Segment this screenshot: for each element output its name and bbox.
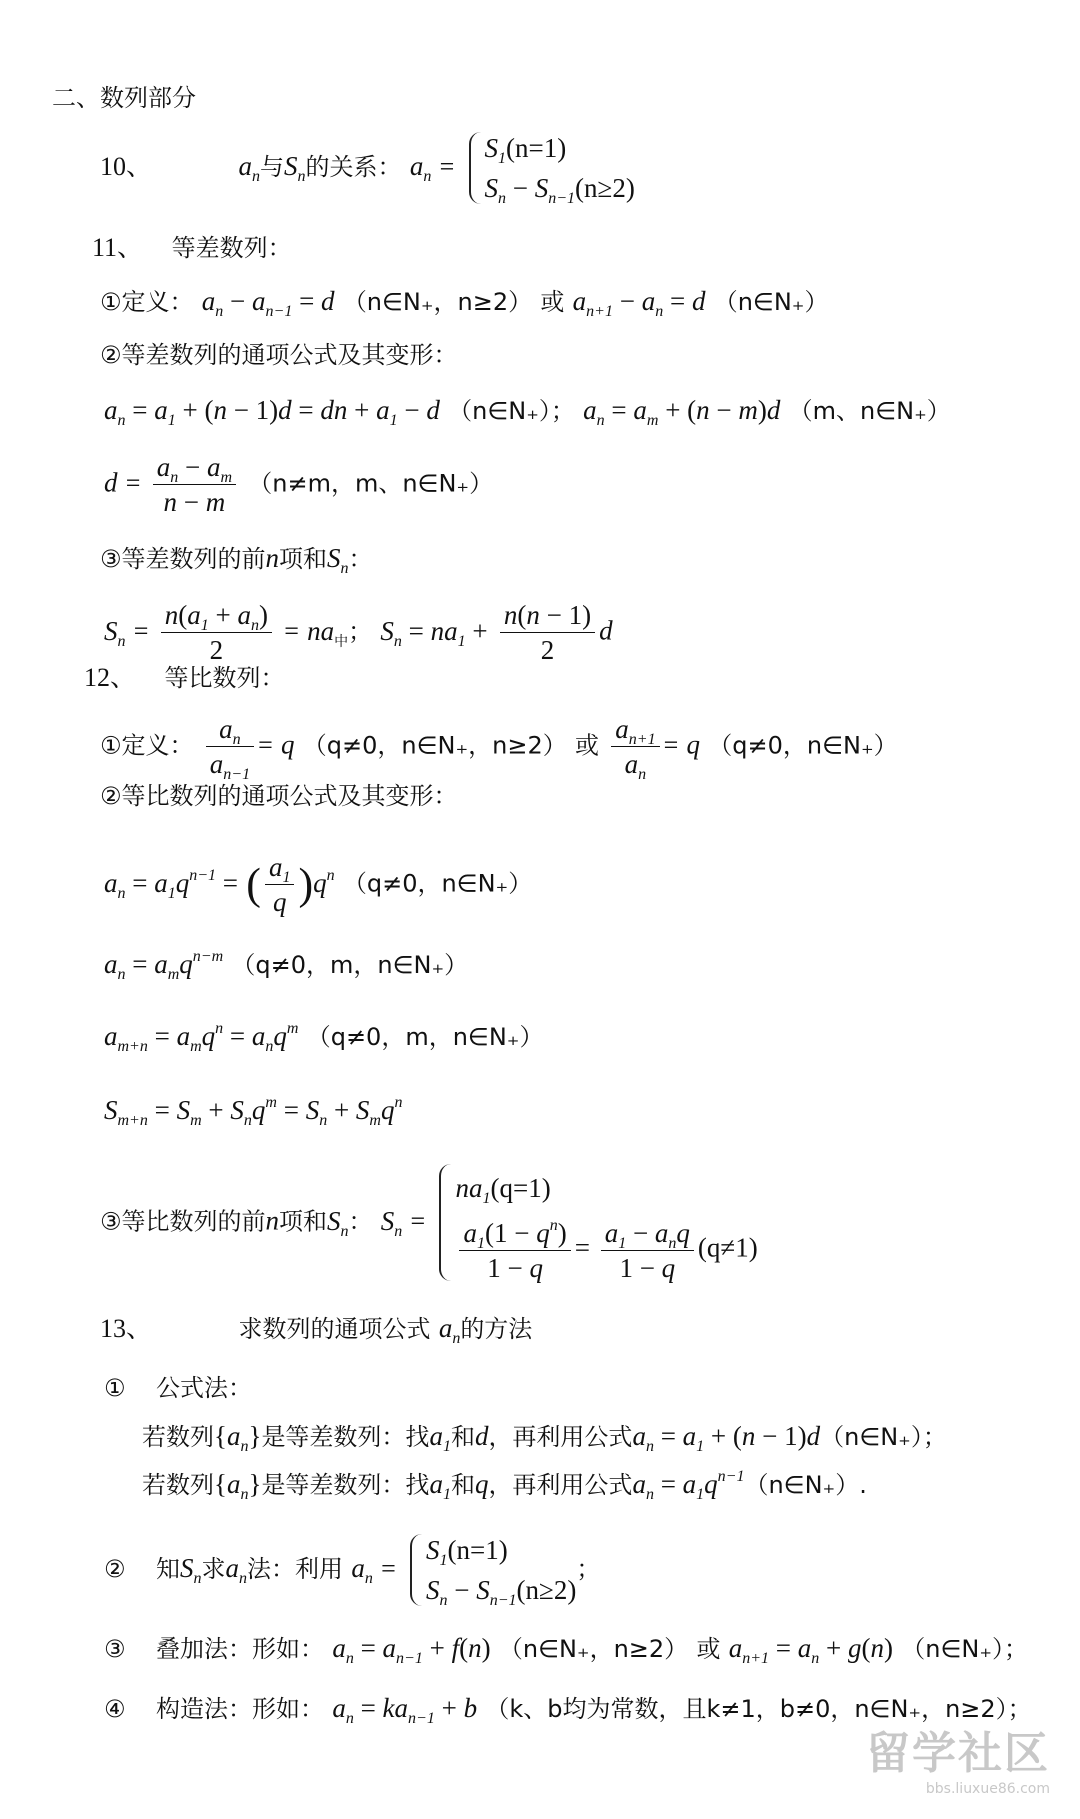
m1-l1-a: 若数列 [142,1423,214,1451]
geo-def-or: 或 [575,731,599,760]
method-3-number: ③ [104,1635,126,1663]
method-1-title-text: 公式法： [156,1374,253,1402]
m1-l1-d: ，再利用公式 [488,1423,633,1451]
geo-f2-cond: （q≠0，m，n∈N₊） [231,951,469,979]
m1-l1-e: （n∈N₊）； [820,1423,947,1451]
item-10-relation: 10、 $a_n$与$S_n$的关系： $a_n$ = $S_1(n=1)$ $S_n - S_{n-1}(n\ge 2)$ [100,128,635,208]
geo-term-variant-2: $a_{m+n} = a_mq^n = a_nq^m$ （q≠0，m，n∈N₊） [104,1020,544,1055]
arith-def-or: 或 [540,288,565,316]
m2-end: ； [576,1555,601,1583]
arith-general-term: $a_n = a_1 + (n - 1)d$ = dn + $a_1 - d$ （n∈N₊）； $a_n = a_m + (n - m)d$ （m、n∈N₊） [104,395,951,429]
m1-l2-c: 和 [450,1471,475,1499]
m1-l1-c: 和 [450,1423,475,1451]
method-1-number: ① [104,1374,126,1402]
geo-f1-cond: （q≠0，n∈N₊） [342,869,533,898]
arith-sum-label-a: ③等差数列的前 [100,545,266,573]
geo-sum-frac1: $\frac{a_1(1 - q^n)}{1 - q}$ [459,1216,570,1285]
method-3: ③ 叠加法：形如： $a_n = a_{n-1} + f(n)$ （n∈N₊，n≥2） 或 $a_{n+1} = a_n + g(n)$ （n∈N₊）； [104,1633,1028,1667]
geo-sum-label-a: ③等比数列的前 [100,1207,266,1236]
m2-case-2: (n≥2) [516,1575,577,1605]
m4-a: 构造法：形如： [156,1695,325,1723]
arith-definition: ①定义： $a_n - a_{n-1} = d$ （n∈N₊，n≥2） 或 $a_{n+1} - a_n = d$ （n∈N₊） [100,286,829,320]
item-11-title [92,230,292,266]
case-1: (n=1) [506,133,567,163]
geo-sum-label-b: 项和 [279,1207,328,1236]
geo-term-variant-1: $a_n = a_mq^{n-m}$ （q≠0，m，n∈N₊） [104,948,469,983]
arith-formula-label [100,337,458,373]
method-2-number: ② [104,1555,126,1583]
method-1-title [104,1370,252,1406]
m1-l1-b: 是等差数列：找 [261,1423,430,1451]
item-13-title-text2: 的方法 [460,1315,533,1343]
item-12-title [84,660,285,696]
m1-l2-d: ，再利用公式 [488,1471,633,1499]
geo-def-label: ①定义： [100,731,194,760]
geo-sum-formula: ③等比数列的前n项和$S_n$： $S_n$ = $na_1(q=1)$ $\frac{a_1(1 - q^n)}{1 - q}$ = $\frac{a_1 - a_nq}{1 - q}$ (q≠1) [100,1160,758,1285]
geo-term-frac: $\frac{a_1}{q}$ [265,850,295,919]
item-10-number: 10、 [100,152,153,181]
method-4: ④ 构造法：形如： $a_n = ka_{n-1} + b$ （k、b均为常数，且k≠1，b≠0，n∈N₊，n≥2）； [104,1693,1032,1727]
geo-sum-brace: $na_1(q=1)$ $\frac{a_1(1 - q^n)}{1 - q}$ = $\frac{a_1 - a_nq}{1 - q}$ (q≠1) [433,1160,757,1285]
item-13-number: 13、 [100,1314,153,1343]
arith-sum-label: ③等差数列的前n项和$S_n$： [100,543,373,577]
section-title-text: 二、数列部分 [52,84,196,112]
arith-def-cond1: （n∈N₊，n≥2） [342,288,533,316]
arith-def-cond2: （n∈N₊） [713,288,829,316]
arith-sum-frac2: $\frac{n(n - 1)}{2}$ [500,598,595,667]
geo-definition: ①定义： $\frac{a_n}{a_{n-1}}$ = q （q≠0，n∈N₊，n≥2） 或 $\frac{a_{n+1}}{a_n}$ = q （q≠0，n∈N₊） [100,714,898,783]
geo-def-frac2: $\frac{a_{n+1}}{a_n}$ [611,712,659,781]
m3-or: 或 [696,1635,721,1663]
m3-cond2: （n∈N₊）； [901,1635,1028,1663]
watermark-main: 留学社区 [866,1728,1050,1779]
m1-l2-a: 若数列 [142,1471,214,1499]
geo-def-frac1: $\frac{a_n}{a_{n-1}}$ [206,712,254,781]
item-13-title-text: 求数列的通项公式 [238,1315,431,1343]
geo-sum-case1: (q=1) [490,1173,551,1203]
item-11-title-text: 等差数列： [171,234,292,262]
arith-f1-cond: （n∈N₊）； [448,397,575,425]
m3-cond1: （n∈N₊，n≥2） [498,1635,689,1663]
geo-sum-frac2: $\frac{a_1 - a_nq}{1 - q}$ [601,1216,694,1285]
case-2: (n≥2) [575,173,635,203]
geo-formula-label [100,778,458,814]
geo-sum-label-c: ： [348,1207,373,1236]
m2-c: 法：利用 [247,1555,344,1583]
m2-case-1: (n=1) [447,1535,508,1565]
watermark-url: bbs.liuxue86.com [925,1781,1050,1797]
geo-sum-case2: (q≠1) [697,1232,758,1263]
arith-def-label: ①定义： [100,288,194,316]
item-10-text2: 的关系： [305,153,402,181]
arith-d-cond: （n≠m，m、n∈N₊） [248,469,494,498]
arith-mid-sub: 中 [334,633,349,650]
arith-sum-label-c: ： [348,545,373,573]
arith-sum-sep: ； [348,617,373,646]
m2-a: 知 [156,1555,181,1583]
arith-f2-cond: （m、n∈N₊） [788,397,951,425]
item-12-number: 12、 [84,663,137,692]
m1-l2-e: （n∈N₊）. [744,1471,867,1499]
geo-f3-cond: （q≠0，m，n∈N₊） [306,1023,544,1051]
m2-b: 求 [201,1555,226,1583]
item-13-title: 13、 求数列的通项公式 $a_n$的方法 [100,1313,533,1347]
arith-sum-frac1: $\frac{n(a_1 + a_n)}{2}$ [161,598,272,667]
item-12-title-text: 等比数列： [164,664,285,692]
m1-l2-b: 是等差数列：找 [261,1471,430,1499]
m4-cond: （k、b均为常数，且k≠1，b≠0，n∈N₊，n≥2）； [485,1695,1032,1723]
geo-general-term: $a_n = a_1q^{n-1}$ = ( $\frac{a_1}{q}$ )$q^n$ （q≠0，n∈N₊） [104,852,533,917]
d-fraction: $\frac{a_n - a_m}{n - m}$ [153,450,236,519]
method-2: ② 知$S_n$求$a_n$法：利用 $a_n$ = $S_1(n=1)$ $S_n - S_{n-1}(n\ge 2)$ ； [104,1530,600,1610]
section-title [52,80,196,116]
item-10-text: 与 [260,153,285,181]
arith-sum-formula: $S_n$ = $\frac{n(a_1 + a_n)}{2}$ = $na_中$； $S_n = na_1$ + $\frac{n(n - 1)}{2}$ d [104,600,613,665]
item-11-number: 11、 [92,233,144,262]
geo-def-cond2: （q≠0，n∈N₊） [708,731,898,760]
arith-common-difference: d = $\frac{a_n - a_m}{n - m}$ （n≠m，m、n∈N₊） [104,452,494,517]
arith-formula-label-text: ②等差数列的通项公式及其变形： [100,341,458,369]
arith-sum-label-b: 项和 [279,545,328,573]
method-1-line-2: 若数列$\{a_n\}$是等差数列：找$a_1$和q，再利用公式$a_n$ = $a_1q^{n-1}(n\in N_+)$. [142,1468,867,1503]
m3-a: 叠加法：形如： [156,1635,325,1663]
piecewise-brace: $S_1(n=1)$ $S_n - S_{n-1}(n\ge 2)$ [463,128,635,208]
watermark-logo [866,1717,1050,1797]
geo-formula-label-text: ②等比数列的通项公式及其变形： [100,782,458,810]
method-2-brace: $S_1(n=1)$ $S_n - S_{n-1}(n\ge 2)$ [404,1530,576,1610]
method-1-line-1: 若数列$\{a_n\}$是等差数列：找$a_1$和d，再利用公式$a_n = a_1 + (n$ − 1)d（n∈N₊）； [142,1421,947,1455]
geo-def-cond1: （q≠0，n∈N₊，n≥2） [302,731,567,760]
geo-sum-identity: $S_{m+n} = S_m + S_nq^m = S_n + S_mq^n$ [104,1094,403,1129]
method-4-number: ④ [104,1695,126,1723]
